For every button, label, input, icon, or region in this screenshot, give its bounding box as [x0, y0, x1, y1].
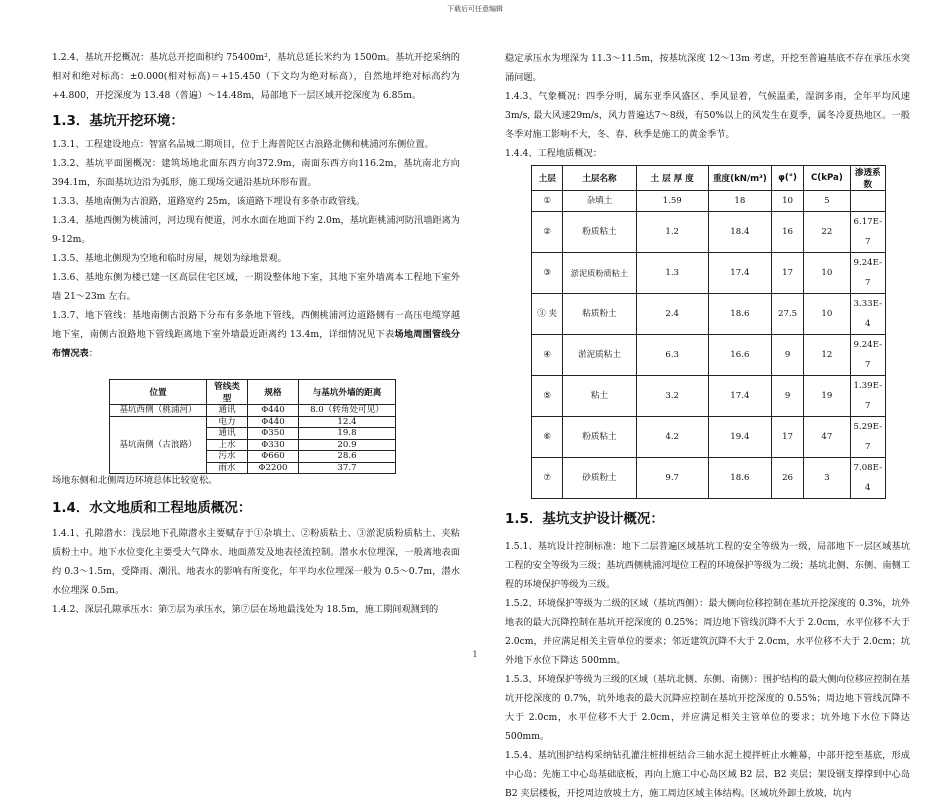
col-header: 规格	[248, 380, 299, 405]
left-column	[52, 48, 460, 619]
col-header: φ(°)	[771, 166, 803, 191]
col-header: 土 层 厚 度	[636, 166, 708, 191]
cell: 19.4	[708, 417, 771, 458]
col-header: C(kPa)	[804, 166, 850, 191]
pipeline-table	[109, 379, 396, 474]
para-1-4-4: 1.4.4、工程地质概况：	[505, 148, 602, 159]
cell: 9.24E-7	[850, 253, 885, 294]
para-1-4-2-cont: 稳定承压水为埋深为 11.3～11.5m，按基坑深度 12～13m 考虑，开挖至普遍基底不存在承压水突涌问题。	[505, 53, 910, 83]
cell: ⑥	[532, 417, 563, 458]
cell: 1.59	[636, 191, 708, 212]
cell: 1.2	[636, 212, 708, 253]
right-column	[505, 49, 910, 803]
cell: 9	[771, 335, 803, 376]
cell: 通讯	[207, 405, 248, 417]
cell: 6.17E-7	[850, 212, 885, 253]
cell: 5	[804, 191, 850, 212]
cell: 6.3	[636, 335, 708, 376]
cell: 18.6	[708, 458, 771, 499]
table-row	[532, 376, 886, 417]
cell: 1.39E-7	[850, 376, 885, 417]
cell: 5.29E-7	[850, 417, 885, 458]
table-row	[532, 253, 886, 294]
cell: 17.4	[708, 376, 771, 417]
cell: Φ440	[248, 405, 299, 417]
cell: ①	[532, 191, 563, 212]
cell: 基坑西侧（桃浦河）	[110, 405, 207, 417]
cell: Φ330	[248, 439, 299, 451]
para-1-4-2: 1.4.2、深层孔隙承压水：第⑦层为承压水，第⑦层在场地最浅处为 18.5m，施工期间观测到的	[52, 604, 439, 615]
cell: Φ350	[248, 428, 299, 440]
col-header: 位置	[110, 380, 207, 405]
table-row	[110, 405, 396, 417]
cell: 淤泥质粉质粘土	[563, 253, 636, 294]
cell: 10	[804, 253, 850, 294]
cell: 砂质粉土	[563, 458, 636, 499]
cell: 通讯	[207, 428, 248, 440]
col-header: 与基坑外墙的距离	[299, 380, 396, 405]
table-row	[110, 416, 396, 428]
table-header-row	[110, 380, 396, 405]
cell: 12	[804, 335, 850, 376]
page-header: 下载后可任意编辑	[447, 5, 503, 13]
para-1-5-1: 1.5.1、基坑设计控制标准：地下二层普遍区域基坑工程的安全等级为一级，局部地下一层区域基坑工程的安全等级为三级；基坑西侧桃浦河堤位工程的环境保护等级为二级；基坑北侧、东侧、南侧工程的环境保护等级为三级。	[505, 541, 910, 590]
cell: 18.4	[708, 212, 771, 253]
cell: 19	[804, 376, 850, 417]
para-1-3-7-text: 1.3.7、地下管线：基地南侧古浪路下分布有多条地下管线，西侧桃浦河边道路侧有一高压电缆穿越地下室，南侧古浪路地下管线距离地下室外墙最近距离约 13.4m，详细情况见下表	[52, 310, 460, 340]
cell: 7.08E-4	[850, 458, 885, 499]
cell: 20.9	[299, 439, 396, 451]
cell: 9.24E-7	[850, 335, 885, 376]
cell: 粉质粘土	[563, 212, 636, 253]
cell: ⑤	[532, 376, 563, 417]
para-1-3-6: 1.3.6、基地东侧为楼已建一区高层住宅区域，一期设整体地下室，其地下室外墙离本工程地下室外墙 21～23m 左右。	[52, 272, 460, 302]
table-row	[532, 212, 886, 253]
cell: Φ2200	[248, 462, 299, 474]
cell: 18	[708, 191, 771, 212]
cell: 3	[804, 458, 850, 499]
cell: 电力	[207, 416, 248, 428]
cell: Φ660	[248, 451, 299, 463]
cell: 淤泥质粘土	[563, 335, 636, 376]
pipe-table-caption: 场地周围管线分布情况表	[52, 329, 460, 359]
geology-table-body	[532, 191, 886, 499]
cell: 10	[804, 294, 850, 335]
cell: 3.2	[636, 376, 708, 417]
cell: 18.6	[708, 294, 771, 335]
cell: 粉质粘土	[563, 417, 636, 458]
cell: 12.4	[299, 416, 396, 428]
cell: Φ440	[248, 416, 299, 428]
cell: ④	[532, 335, 563, 376]
para-1-5-4: 1.5.4、基坑围护结构采纳钻孔灌注桩排桩结合三轴水泥土搅拌桩止水帷幕，中部开挖至基底，形成中心岛；先施工中心岛基础底板，再向上施工中心岛区域 B2 层、B2 夹层；架设钢支撑撑到中心岛 B2 夹层楼板，开挖周边放坡土方，施工周边区域主体结构。区域坑外卸土放坡，坑内	[505, 750, 910, 799]
cell: 杂填土	[563, 191, 636, 212]
cell: 17	[771, 253, 803, 294]
para-1-3-4: 1.3.4、基地西侧为桃浦河，河边现有便道，河水水面在地面下约 2.0m，基坑距桃浦河防汛墙距离为 9-12m。	[52, 215, 460, 245]
cell: 47	[804, 417, 850, 458]
cell: 粘土	[563, 376, 636, 417]
cell: 16	[771, 212, 803, 253]
para-1-3-8: 场地东侧和北侧周边环境总体比较宽松。	[52, 475, 218, 486]
cell: 上水	[207, 439, 248, 451]
heading-1-5: 1.5．基坑支护设计概况：	[505, 511, 664, 527]
para-1-5-2: 1.5.2、环境保护等级为二级的区域（基坑西侧）：最大侧向位移控制在基坑开挖深度的 0.3%，坑外地表的最大沉降控制在基坑开挖深度的 0.25%；周边地下管线沉降不大于 2.0cm，水平位移不大于 2.0cm，并应满足相关主管单位的要求；邻近建筑沉降不大于 2.0cm，水平位移不大于 2.0cm；坑外地下水位下降达 500mm。	[505, 598, 910, 666]
geology-table	[531, 165, 886, 499]
cell: 16.6	[708, 335, 771, 376]
cell: ③	[532, 253, 563, 294]
col-header: 重度(kN/m³)	[708, 166, 771, 191]
page-number: 1	[472, 650, 478, 659]
col-header: 土层名称	[563, 166, 636, 191]
col-header: 渗透系数	[850, 166, 885, 191]
cell: 28.6	[299, 451, 396, 463]
cell: 4.2	[636, 417, 708, 458]
col-header: 土层	[532, 166, 563, 191]
cell: 37.7	[299, 462, 396, 474]
para-1-3-7	[52, 306, 460, 363]
para-1-2-4: 1.2.4、基坑开挖概况：基坑总开挖面积约 75400m²，基坑总延长米约为 1500m。基坑开挖采纳的相对和绝对标高：±0.000(相对标高)＝+15.450（下文均为绝对标高），自然地坪绝对标高约为+4.800，开挖深度为 13.48（普遍）～14.48m，局部地下一层区域开挖深度为 6.85m。	[52, 52, 460, 101]
cell: ②	[532, 212, 563, 253]
cell: ③ 夹	[532, 294, 563, 335]
cell: 8.0（转角处可见）	[299, 405, 396, 417]
table-header-row	[532, 166, 886, 191]
cell: 2.4	[636, 294, 708, 335]
cell: 9	[771, 376, 803, 417]
cell	[850, 191, 885, 212]
para-1-4-3: 1.4.3、气象概况：四季分明，属东亚季风盛区、季风显着，气候温柔，湿润多雨，全年平均风速3m/s, 最大风速29m/s，风力普遍达7～8级，有50%以上的风发生在夏季，属冬冷夏热地区。一般冬季对施工影响不大，冬、春、秋季是施工的黄金季节。	[505, 91, 910, 140]
col-header: 管线类型	[207, 380, 248, 405]
cell: 粘质粉土	[563, 294, 636, 335]
caption-colon: ：	[88, 348, 98, 359]
cell: 27.5	[771, 294, 803, 335]
cell: ⑦	[532, 458, 563, 499]
para-1-3-2: 1.3.2、基坑平面图概况：建筑场地北面东西方向372.9m，南面东西方向116.2m，基坑南北方向394.1m，东面基坑边沿为弧形，施工现场交通沿基坑环形布置。	[52, 158, 460, 188]
cell: 17	[771, 417, 803, 458]
cell: 9.7	[636, 458, 708, 499]
table-row	[532, 335, 886, 376]
cell: 雨水	[207, 462, 248, 474]
cell: 污水	[207, 451, 248, 463]
group-cell: 基坑南侧（古浪路）	[110, 416, 207, 474]
cell: 22	[804, 212, 850, 253]
cell: 19.8	[299, 428, 396, 440]
cell: 3.33E-4	[850, 294, 885, 335]
para-1-3-3: 1.3.3、基地南侧为古浪路，道路宽约 25m，该道路下埋设有多条市政管线。	[52, 196, 366, 207]
para-1-4-1: 1.4.1、孔隙潜水：浅层地下孔隙潜水主要赋存于①杂填土、②粉质粘土、③淤泥质粉质粘土、夹粘质粉土中。地下水位变化主要受大气降水、地面蒸发及地表径流控制。潜水水位埋深，一般离地表面约 0.3～1.5m，受降雨、潮汛、地表水的影响有所变化，年平均水位埋深一般为 0.5～0.7m，潜水水位埋深 0.5m。	[52, 528, 460, 596]
table-row	[532, 191, 886, 212]
cell: 17.4	[708, 253, 771, 294]
heading-1-3: 1.3．基坑开挖环境：	[52, 113, 184, 129]
table-row	[532, 458, 886, 499]
para-1-3-5: 1.3.5、基地北侧现为空地和临时房屋，规划为绿地景观。	[52, 253, 287, 264]
para-1-5-3: 1.5.3、环境保护等级为三级的区域（基坑北侧、东侧、南侧）：围护结构的最大侧向位移应控制在基坑开挖深度的 0.7%，坑外地表的最大沉降应控制在基坑开挖深度的 0.55%；周边地下管线沉降不大于 2.0cm，水平位移不大于 2.0cm，并应满足相关主管单位的要求；坑外地下水位下降达 500mm。	[505, 674, 910, 742]
cell: 10	[771, 191, 803, 212]
cell: 1.3	[636, 253, 708, 294]
cell: 26	[771, 458, 803, 499]
table-row	[532, 417, 886, 458]
table-row	[532, 294, 886, 335]
para-1-3-1: 1.3.1、工程建设地点：智富名品城二期项目，位于上海普陀区古浪路北侧和桃浦河东侧位置。	[52, 139, 434, 150]
heading-1-4: 1.4．水文地质和工程地质概况：	[52, 500, 252, 516]
